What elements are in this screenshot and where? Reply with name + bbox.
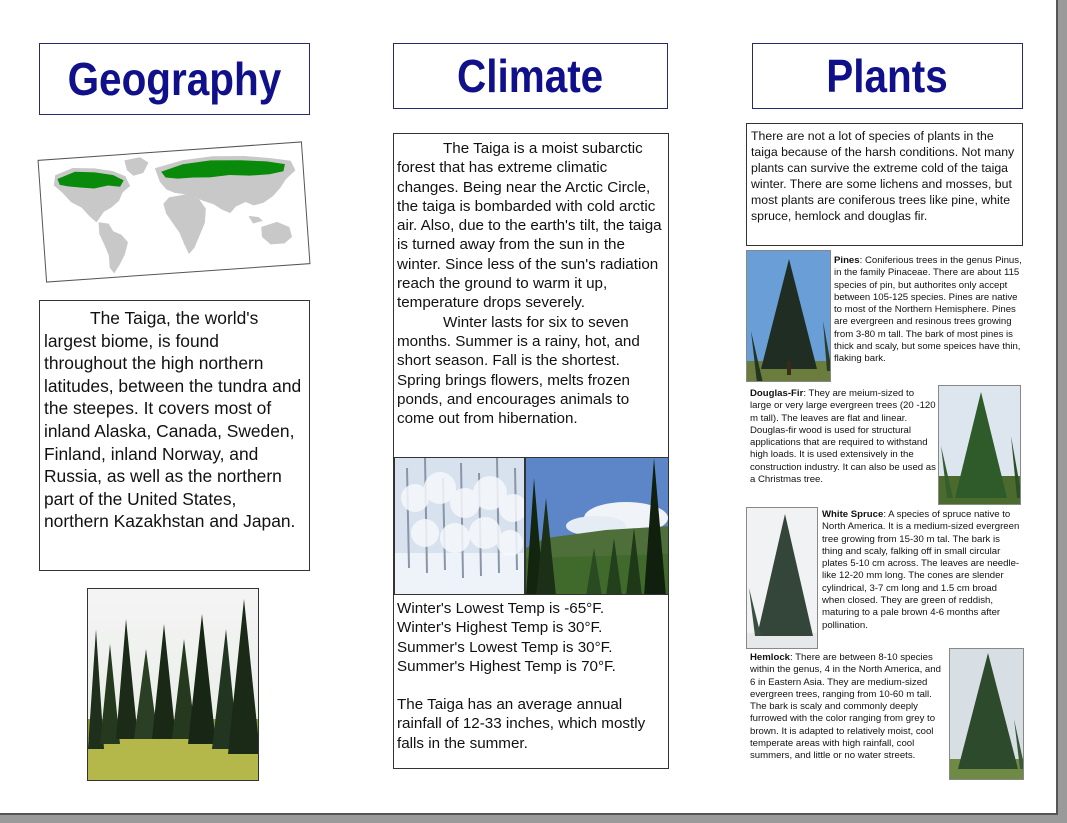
climate-title-box xyxy=(393,43,668,109)
temp-winter-low: Winter's Lowest Temp is -65°F. xyxy=(397,600,605,617)
plants-title-box xyxy=(752,43,1023,109)
spruce-description: White Spruce: A species of spruce native to North America. It is a medium-sized evergreen tree growing from 15-30 m tal. The bark is thing and scaly, falking off in small circular plates 5-10 cm across. The leaves are needle-like 12-20 mm long. The cones are slender cylindrical, 3-7 cm long and 1.5 cm broad when closed. They are green of reddish, maturing to a pale brown 4-6 months after pollination. xyxy=(822,509,1020,631)
geography-title: Geography xyxy=(67,53,282,105)
climate-text-box xyxy=(393,133,669,769)
pine-photo xyxy=(746,250,831,382)
world-map-image xyxy=(36,137,312,287)
forest-photo xyxy=(87,588,259,781)
plants-intro: There are not a lot of species of plants in the taiga because of the harsh conditions. Not many plants can survive the extreme cold of the taiga winter. There are some lichens and mosses, but most plants are coniferous trees like pine, white spruce, hemlock and douglas fir. xyxy=(751,129,1015,223)
pines-description: Pines: Coniferious trees in the genus Pinus, in the family Pinaceae. There are about 115 species of pin, but authorites only accept between 105-125 species. Pines are native to most of the Northern Hemisphere. Pines are evergreen and resinous trees growing from 3-80 m tall. The bark of most pines is thick and scaly, but some speices have thin, flaking bark. xyxy=(834,255,1022,365)
hemlock-photo xyxy=(949,648,1024,780)
climate-paragraph-1: The Taiga is a moist subarctic forest that has extreme climatic changes. Being near the Arctic Circle, the taiga is bombarded with cold arctic air. Also, due to the earth's tilt, the taiga is turned away from the sun in the winter. Since less of the sun's radiation reach the ground to warm it up, temperature drops severely. xyxy=(397,140,662,312)
rainfall-text: The Taiga has an average annual rainfall of 12-33 inches, which mostly falls in the summer. xyxy=(397,696,646,752)
winter-photo xyxy=(394,457,525,595)
plants-title: Plants xyxy=(826,50,949,102)
geography-paragraph: The Taiga, the world's largest biome, is found throughout the high northern latitudes, between the tundra and the steepes. It covers most of inland Alaska, Canada, Sweden, Finland, inland Norway, and Russia, as well as the northern part of the United States, northern Kazakhstan and Japan. xyxy=(44,308,302,532)
douglas-name: Douglas-Fir xyxy=(750,388,804,399)
geography-title-box xyxy=(39,43,310,115)
hemlock-name: Hemlock xyxy=(750,652,790,663)
white-spruce-photo xyxy=(746,507,818,649)
climate-paragraph-2: Winter lasts for six to seven months. Summer is a rainy, hot, and short season. Fall is the shortest. Spring brings flowers, melts frozen ponds, and encourages animals to come out from hibernation. xyxy=(397,313,640,428)
pines-name: Pines xyxy=(834,255,860,266)
temp-winter-high: Winter's Highest Temp is 30°F. xyxy=(397,619,603,637)
climate-title: Climate xyxy=(457,50,604,102)
summer-forest-photo xyxy=(525,457,669,595)
temp-summer-low: Summer's Lowest Temp is 30°F. xyxy=(397,638,613,656)
temperature-block xyxy=(394,599,668,753)
temp-summer-high: Summer's Highest Temp is 70°F. xyxy=(397,657,616,675)
geography-text-box xyxy=(39,300,310,571)
douglas-fir-photo xyxy=(938,385,1021,505)
hemlock-description: Hemlock: There are between 8-10 species within the genus, 4 in the North America, and 6 in Eastern Asia. They are medium-sized evergreen trees, ranging from 10-60 m tall. The bark is scaly and commonly deeply furrowed with the color ranging from grey to brown. It is adapted to relatively moist, cool temperate areas with high rainfall, cool summers, and little or no water streets. xyxy=(750,652,941,762)
douglas-description: Douglas-Fir: They are meium-sized to large or very large evergreen trees (20 -120 m tall). The leaves are flat and linear. Douglas-fir wood is used for structural applications that are required to withstand high loads. It is used extensively in the construction industry. It can also be used as a Christmas tree. xyxy=(750,388,936,486)
plants-intro-box xyxy=(746,123,1023,246)
spruce-name: White Spruce xyxy=(822,509,884,520)
